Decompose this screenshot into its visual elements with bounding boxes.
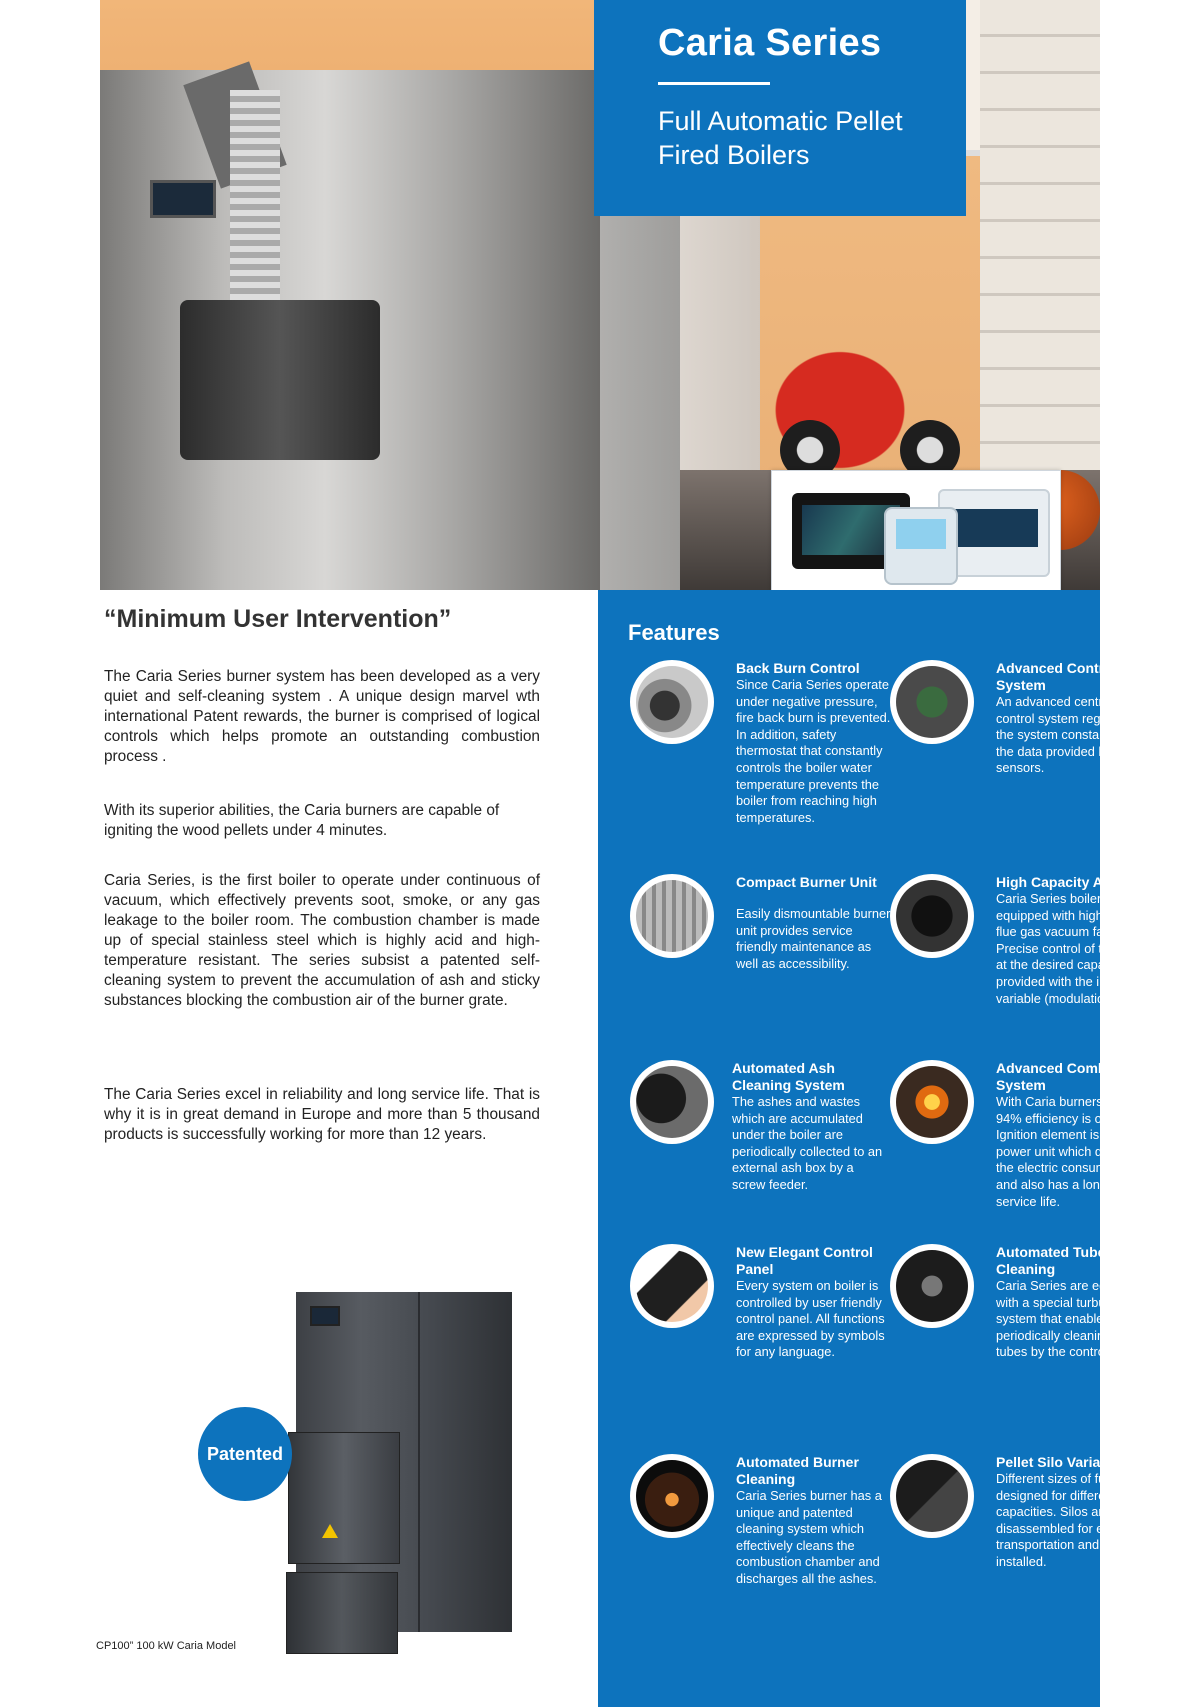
feature-title: Back Burn Control (736, 660, 860, 676)
feature-title: Automated Ash Cleaning System (732, 1060, 845, 1093)
feature-pellet-silo-variations (890, 1454, 1150, 1654)
intro-paragraph: Caria Series, is the first boiler to operate under continuous of vacuum, which effectively prevents soot, smoke, or any gas leakage to the boiler room. The combustion chamber is made up of special stainless steel which is highly acid and high-temperature resistant. The series subsist a patented self-cleaning system to prevent the accumulation of ash and sticky substances blocking the combustion air of the burner grate. (104, 872, 540, 1009)
hero-brick-wall (980, 0, 1100, 470)
feature-text: An advanced central control system regulates the system constantly with the data provided by sensors. (996, 694, 1146, 776)
patented-badge: Patented (198, 1407, 292, 1501)
intro-paragraph: With its superior abilities, the Caria burners are capable of igniting the wood pellets under 4 minutes. (104, 802, 500, 839)
title-box (594, 0, 966, 216)
feature-title: Advanced Combustion System (996, 1060, 1149, 1093)
touch-screen-image (784, 487, 1048, 587)
feature-text: Every system on boiler is controlled by user friendly control panel. All functions are expressed by symbols for any language. (736, 1278, 885, 1360)
feature-title: Automated Tube Cleaning (996, 1244, 1106, 1277)
feature-advanced-control-system (890, 660, 1150, 860)
product-ash-box (286, 1572, 398, 1654)
feature-text: The ashes and wastes which are accumulated under the boiler are periodically collected to an external ash box by a screw feeder. (732, 1094, 883, 1192)
feature-automated-tube-cleaning (890, 1244, 1150, 1444)
feature-text: With Caria burners, up to 94% efficiency is obtained. Ignition element is a low power unit which decreases the electric consumption and also has a longer service life. (996, 1094, 1154, 1209)
feature-advanced-combustion-system (890, 1060, 1154, 1260)
feature-compact-burner-unit (630, 874, 890, 1074)
feature-title: Pellet Silo Variations (996, 1454, 1134, 1470)
hero-feed-tube (230, 90, 280, 300)
product-burner-hopper (288, 1432, 400, 1564)
feature-text: Different sizes of fuel silos designed for different boiler capacities. Silos are sent disassembled for ease of transportation and easily installed. (996, 1471, 1151, 1569)
feature-photo (630, 874, 714, 958)
product-boiler-image (288, 1292, 520, 1652)
feature-photo (890, 1060, 974, 1144)
feature-title: Advanced Control System (996, 660, 1117, 693)
model-caption: CP100” 100 kW Caria Model (96, 1640, 237, 1652)
feature-title: Automated Burner Cleaning (736, 1454, 859, 1487)
feature-text: Caria Series are equipped with a special turbulator system that enables periodically cleaning of tubes by the control panel. (996, 1278, 1147, 1360)
feature-photo (890, 1454, 974, 1538)
feature-text: Caria Series burner has a unique and patented cleaning system which effectively cleans the combustion chamber and discharges all the ashes. (736, 1488, 882, 1586)
feature-photo (890, 1244, 974, 1328)
hero-burner-hopper (180, 300, 380, 460)
feature-title: New Elegant Control Panel (736, 1244, 873, 1277)
feature-photo (890, 874, 974, 958)
feature-photo (630, 1244, 714, 1328)
feature-photo (890, 660, 974, 744)
hero-control-panel (150, 180, 216, 218)
feature-automated-burner-cleaning (630, 1454, 890, 1654)
page-title: Caria Series (658, 22, 882, 64)
feature-text: Caria Series boilers are equipped with high capacity flue gas vacuum fans. Precise control of the boiler at the desired capacity is provided with the infinitely variable (modulation) fan. (996, 891, 1154, 1006)
feature-new-elegant-control-panel (630, 1244, 890, 1444)
feature-back-burn-control (630, 660, 890, 860)
warning-icon (322, 1524, 338, 1538)
feature-photo (630, 1060, 714, 1144)
feature-text: Easily dismountable burner unit provides service friendly maintenance as well as accessibility. (736, 906, 891, 971)
intro-paragraph: The Caria Series burner system has been developed as a very quiet and self-cleaning system . A unique design marvel wth international Patent rewards, the burner is comprised of logical controls which helps promote an outstanding combustion process . (104, 668, 540, 765)
product-boiler-seam (418, 1292, 420, 1632)
intro-paragraph: The Caria Series excel in reliability and long service life. That is why it is in great demand in Europe and more than 5 thousand products is successfully working for more than 12 years. (104, 1086, 540, 1143)
feature-high-capacity-air-feed (890, 874, 1154, 1074)
title-divider (658, 82, 770, 85)
page-subtitle: Full Automatic Pellet Fired Boilers (658, 106, 903, 170)
features-title: Features (628, 620, 720, 645)
feature-title: High Capacity Air Feed (996, 874, 1149, 890)
feature-automated-ash-cleaning (630, 1060, 890, 1260)
feature-photo (630, 1454, 714, 1538)
product-control-panel (310, 1306, 340, 1326)
feature-title: Compact Burner Unit (736, 874, 877, 890)
feature-photo (630, 660, 714, 744)
feature-text: Since Caria Series operate under negative pressure, fire back burn is prevented. In addition, safety thermostat that constantly controls the boiler water temperature prevents the boiler from reaching high temperatures. (736, 677, 891, 825)
intro-quote: “Minimum User Intervention” (104, 605, 452, 633)
touch-screen-panel-small (884, 507, 958, 585)
